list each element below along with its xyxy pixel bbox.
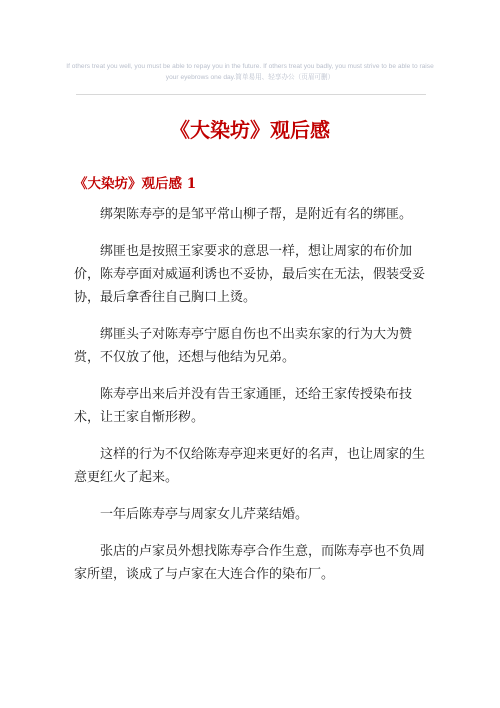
header-divider xyxy=(76,94,426,95)
paragraph: 一年后陈寿亭与周家女儿芹菜结婚。 xyxy=(100,507,309,522)
document-title: 《大染坊》观后感 xyxy=(170,118,330,142)
document-body xyxy=(74,203,428,600)
paragraph: 这样的行为不仅给陈寿亭迎来更好的名声，也让周家的生意更红火了起来。 xyxy=(74,447,426,485)
paragraph: 绑匪也是按照王家要求的意思一样，想让周家的布价加价，陈寿亭面对威逼利诱也不妥协，最后实在无法，假装受妥协，最后拿香往自己胸口上烫。 xyxy=(74,244,426,305)
paragraph: 张店的卢家员外想找陈寿亭合作生意，而陈寿亭也不负周家所望，谈成了与卢家在大连合作的染布厂。 xyxy=(74,544,426,582)
page-header-note: If others treat you well, you must be able to repay you in the future. If others treat you badly, you must strive to be able to raise your eyebrows one day.简单易用、轻享办公（页眉可删） xyxy=(66,63,434,81)
paragraph: 陈寿亭出来后并没有告王家通匪，还给王家传授染布技术，让王家自惭形秽。 xyxy=(74,387,413,425)
paragraph: 绑匪头子对陈寿亭宁愿自伤也不出卖东家的行为大为赞赏，不仅放了他，还想与他结为兄弟。 xyxy=(74,327,413,365)
section-heading: 《大染坊》观后感 1 xyxy=(74,176,197,192)
paragraph: 绑架陈寿亭的是邹平常山柳子帮，是附近有名的绑匪。 xyxy=(100,207,413,222)
